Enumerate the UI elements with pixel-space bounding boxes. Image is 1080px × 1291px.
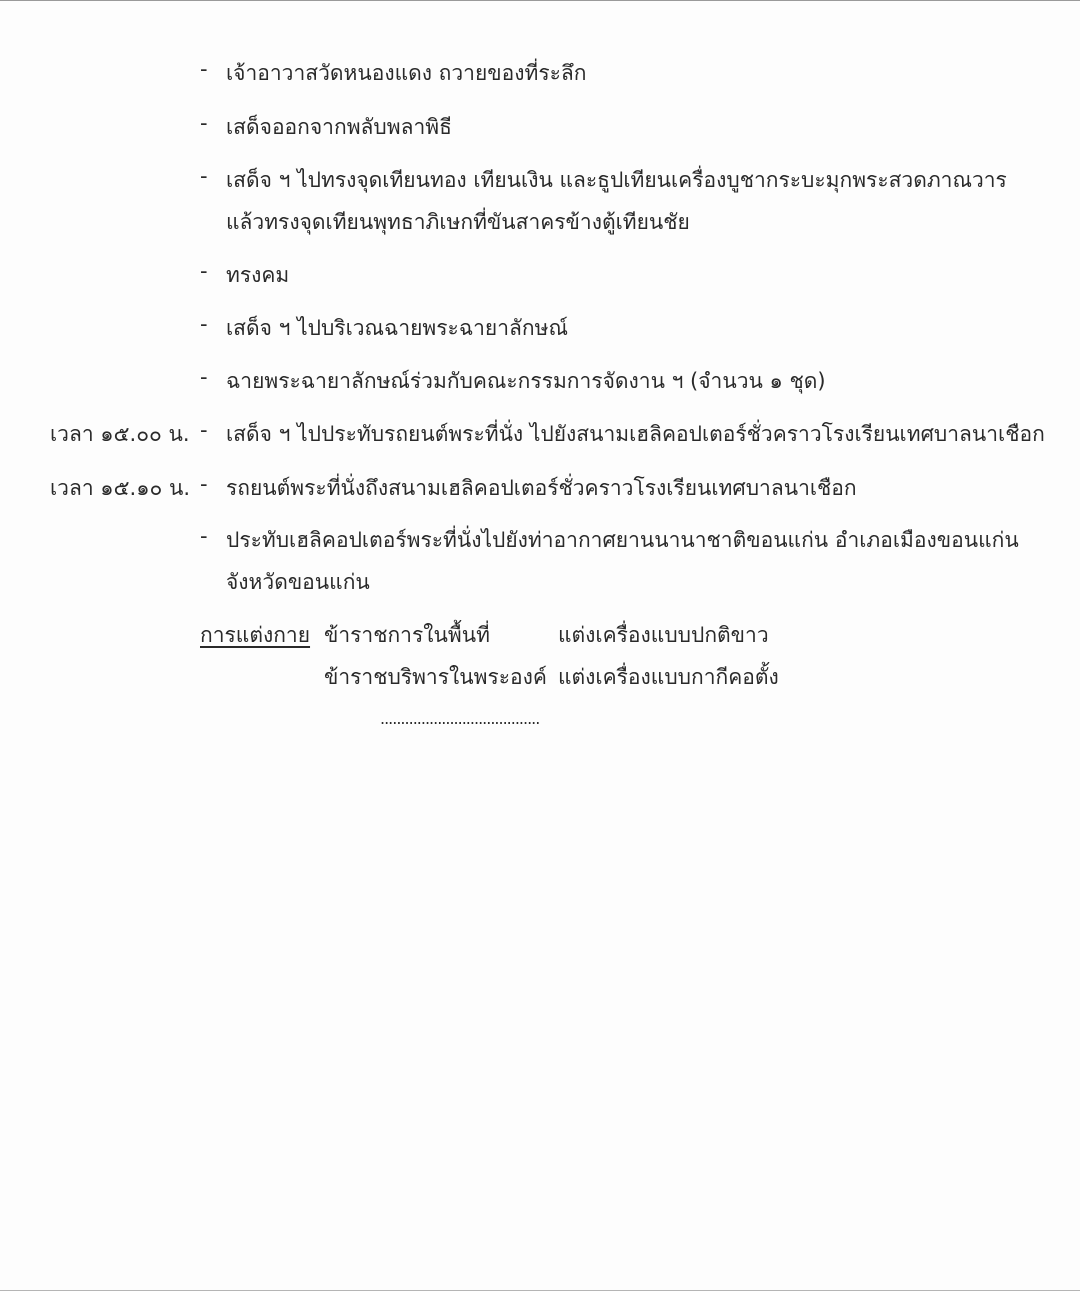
bullet-dash: -: [200, 365, 208, 389]
schedule-text: ฉายพระฉายาลักษณ์ร่วมกับคณะกรรมการจัดงาน ฯ (จำนวน ๑ ชุด): [226, 369, 826, 393]
bullet-dash: -: [200, 312, 208, 336]
schedule-text: แล้วทรงจุดเทียนพุทธาภิเษกที่ขันสาครข้างตู้เทียนชัย: [226, 210, 690, 234]
attire-group: ข้าราชการในพื้นที่: [324, 623, 490, 647]
end-dots: .......................................: [380, 709, 540, 728]
bullet-dash: -: [200, 111, 208, 135]
schedule-time: เวลา ๑๕.๑๐ น.: [50, 476, 191, 500]
schedule-text: เสด็จ ฯ ไปประทับรถยนต์พระที่นั่ง ไปยังสนามเฮลิคอปเตอร์ชั่วคราวโรงเรียนเทศบาลนาเชือก: [226, 422, 1045, 446]
schedule-text: ทรงคม: [226, 263, 290, 287]
bullet-dash: -: [200, 524, 208, 548]
bullet-dash: -: [200, 164, 208, 188]
bullet-dash: -: [200, 472, 208, 496]
attire-dress: แต่งเครื่องแบบกากีคอตั้ง: [558, 665, 779, 689]
schedule-text: จังหวัดขอนแก่น: [226, 570, 370, 594]
schedule-text: รถยนต์พระที่นั่งถึงสนามเฮลิคอปเตอร์ชั่วคราวโรงเรียนเทศบาลนาเชือก: [226, 476, 857, 500]
schedule-text: เสด็จ ฯ ไปทรงจุดเทียนทอง เทียนเงิน และธูปเทียนเครื่องบูชากระบะมุกพระสวดภาณวาร: [226, 168, 1007, 192]
schedule-time: เวลา ๑๕.๐๐ น.: [50, 422, 190, 446]
bullet-dash: -: [200, 259, 208, 283]
attire-dress: แต่งเครื่องแบบปกติขาว: [558, 623, 769, 647]
bullet-dash: -: [200, 57, 208, 81]
attire-group: ข้าราชบริพารในพระองค์: [324, 665, 547, 689]
attire-heading: การแต่งกาย: [200, 623, 311, 647]
schedule-text: เสด็จ ฯ ไปบริเวณฉายพระฉายาลักษณ์: [226, 316, 568, 340]
schedule-text: ประทับเฮลิคอปเตอร์พระที่นั่งไปยังท่าอากาศยานนานาชาติขอนแก่น อำเภอเมืองขอนแก่น: [226, 528, 1019, 552]
schedule-text: เสด็จออกจากพลับพลาพิธี: [226, 115, 452, 139]
schedule-text: เจ้าอาวาสวัดหนองแดง ถวายของที่ระลึก: [226, 61, 587, 85]
bullet-dash: -: [200, 418, 208, 442]
